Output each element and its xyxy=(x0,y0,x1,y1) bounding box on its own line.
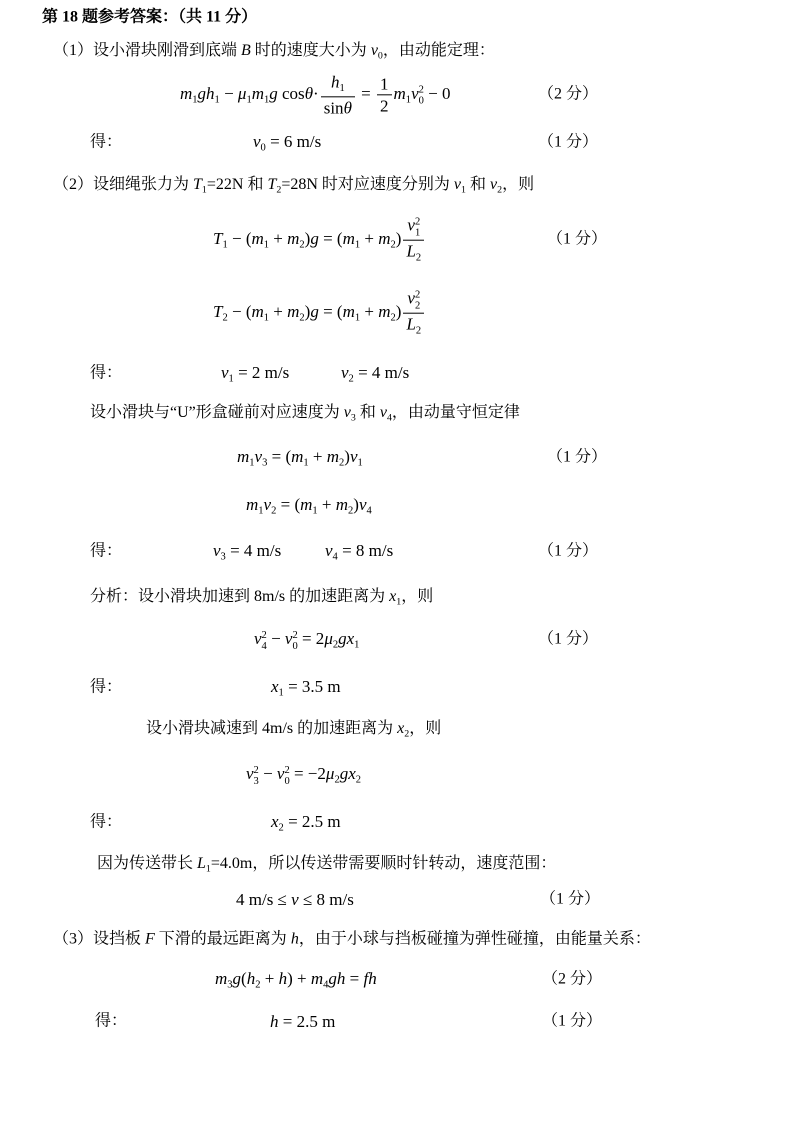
math-variable: m xyxy=(342,228,355,248)
math-variable: v xyxy=(263,494,272,514)
math-text: − xyxy=(266,628,285,648)
fraction-denominator xyxy=(403,313,424,337)
part2-result-v2 xyxy=(341,362,409,386)
subscript: 2 xyxy=(404,728,410,740)
subscript: 1 xyxy=(354,312,361,324)
sup-sub-stack xyxy=(415,216,420,238)
subscript: 1 xyxy=(228,373,234,385)
math-text: + xyxy=(308,446,327,466)
subscript: 1 xyxy=(414,227,421,239)
part1-result-label: 得： xyxy=(90,133,123,151)
math-text: − ( xyxy=(227,228,252,248)
math-variable: m xyxy=(378,301,391,321)
math-text: ) xyxy=(304,301,311,321)
math-text: ，由于小球与挡板碰撞为弹性碰撞，由能量关系： xyxy=(298,930,651,948)
math-variable: v xyxy=(379,403,387,421)
subscript: 2 xyxy=(390,312,396,324)
subscript: 0 xyxy=(260,142,266,154)
part2-momentum-equation-2 xyxy=(246,494,372,518)
subscript: 1 xyxy=(263,239,270,251)
math-text: = ( xyxy=(318,301,343,321)
subscript: 3 xyxy=(253,775,259,787)
math-variable: m xyxy=(215,968,228,988)
fraction-denominator xyxy=(321,97,355,118)
math-variable: v xyxy=(349,446,358,466)
subscript: 1 xyxy=(214,94,220,106)
subscript: 1 xyxy=(357,457,363,469)
math-variable: m xyxy=(326,446,340,466)
math-text: 下滑的最远距离为 xyxy=(154,930,291,948)
part2-result-x2 xyxy=(271,811,341,835)
math-variable: g xyxy=(310,301,319,321)
part2-acceleration-equation xyxy=(254,628,359,652)
part2-acceleration-result-label: 得： xyxy=(90,678,123,696)
math-variable: m xyxy=(335,494,349,514)
part2-momentum-equation-1 xyxy=(237,446,363,470)
subscript: 1 xyxy=(249,457,255,469)
math-text: = 3.5 m xyxy=(283,676,341,696)
math-variable: m xyxy=(251,83,264,103)
part2-deceleration-intro xyxy=(146,719,441,741)
part2-tension-equation-t2 xyxy=(213,289,426,338)
fraction xyxy=(377,74,392,116)
superscript: 2 xyxy=(414,216,421,228)
fraction-numerator xyxy=(403,289,424,314)
math-variable: v xyxy=(407,215,415,235)
math-variable: v xyxy=(254,628,262,648)
subscript: 1 xyxy=(201,184,207,196)
math-text: cos xyxy=(277,83,305,103)
math-text: · xyxy=(313,83,319,103)
math-variable: gx xyxy=(338,628,355,648)
superscript: 2 xyxy=(414,289,421,301)
math-variable: x xyxy=(397,719,405,737)
subscript: 2 xyxy=(390,239,396,251)
subscript: 1 xyxy=(264,94,270,106)
math-variable: v xyxy=(213,540,221,560)
math-variable: T xyxy=(267,175,277,193)
math-text: + xyxy=(317,494,336,514)
math-variable: v xyxy=(341,362,349,382)
math-text: ) xyxy=(344,446,350,466)
subscript: 1 xyxy=(192,94,198,106)
subscript: 3 xyxy=(350,412,356,424)
math-variable: B xyxy=(241,41,251,59)
part2-result-v4 xyxy=(325,540,393,564)
math-variable: L xyxy=(197,854,206,872)
math-variable: v xyxy=(253,131,261,151)
math-text: ，则 xyxy=(502,175,535,193)
part2-acceleration-equation-score: （1 分） xyxy=(538,630,599,648)
math-text: = 2.5 m xyxy=(283,811,341,831)
math-text: = 6 m/s xyxy=(265,131,322,151)
part2-momentum-equation-score: （1 分） xyxy=(547,448,608,466)
superscript: 2 xyxy=(292,629,298,641)
fraction xyxy=(403,216,424,265)
math-variable: h xyxy=(330,72,340,92)
math-variable: m xyxy=(251,301,264,321)
math-variable: μ xyxy=(325,763,335,783)
math-variable: m xyxy=(378,228,391,248)
math-variable: m xyxy=(393,83,406,103)
math-text: = 2.5 m xyxy=(278,1011,336,1031)
subscript: 1 xyxy=(354,239,361,251)
part2-result-v1 xyxy=(221,362,289,386)
subscript: 2 xyxy=(278,822,284,834)
part1-result-score: （1 分） xyxy=(538,133,599,151)
math-text: = 2 xyxy=(297,628,325,648)
math-text: =4.0m，所以传送带需要顺时针转动，速度范围： xyxy=(210,854,557,872)
subscript: 1 xyxy=(278,687,284,699)
math-variable: gh xyxy=(197,83,215,103)
part2-speed-result-label: 得： xyxy=(90,364,123,382)
part2-collision-result-label: 得： xyxy=(90,542,123,560)
math-variable: m xyxy=(287,228,300,248)
math-text: （1）设小滑块刚滑到底端 xyxy=(53,41,242,59)
math-text: ，由动能定理： xyxy=(382,41,495,59)
math-text: =22N 和 xyxy=(206,175,268,193)
math-text: 设小滑块与“U”形盒碰前对应速度为 xyxy=(90,403,344,421)
math-text: = ( xyxy=(276,494,301,514)
superscript: 2 xyxy=(253,764,259,776)
subscript: 4 xyxy=(323,979,329,991)
superscript: 2 xyxy=(261,629,267,641)
math-text: + xyxy=(260,968,279,988)
page-title: 第 18 题参考答案：（共 11 分） xyxy=(42,8,258,26)
math-variable: m xyxy=(310,968,324,988)
math-text: 因为传送带长 xyxy=(97,854,198,872)
math-text: ) xyxy=(304,228,311,248)
math-text: − ( xyxy=(227,301,252,321)
math-text: ，则 xyxy=(409,719,442,737)
math-text: ) xyxy=(395,228,402,248)
subscript: 1 xyxy=(354,639,360,651)
math-variable: F xyxy=(145,930,155,948)
math-text: − xyxy=(219,83,238,103)
math-variable: v xyxy=(490,175,498,193)
math-text: 2 xyxy=(380,96,389,116)
subscript: 2 xyxy=(299,312,305,324)
subscript: 2 xyxy=(348,373,354,385)
math-variable: v xyxy=(246,763,254,783)
math-variable: T xyxy=(213,301,223,321)
math-text: （3）设挡板 xyxy=(53,930,146,948)
math-variable: v xyxy=(254,446,263,466)
subscript: 1 xyxy=(303,457,309,469)
subscript: 2 xyxy=(334,774,340,786)
math-variable: v xyxy=(453,175,462,193)
part2-analysis-intro xyxy=(90,587,433,609)
math-variable: g xyxy=(232,968,242,988)
math-text: = xyxy=(356,83,376,103)
math-text: ) xyxy=(395,301,402,321)
subscript: 2 xyxy=(255,979,261,991)
part3-result-label: 得： xyxy=(95,1012,128,1030)
math-text: ) + xyxy=(287,968,311,988)
part3-energy-equation xyxy=(215,968,377,992)
math-variable: v xyxy=(325,540,333,560)
math-variable: v xyxy=(291,889,299,909)
math-text: ( xyxy=(241,968,247,988)
subscript: 1 xyxy=(312,505,318,517)
fraction xyxy=(403,289,424,338)
subscript: 4 xyxy=(366,505,372,517)
math-variable: L xyxy=(406,241,416,261)
subscript: 3 xyxy=(227,979,233,991)
math-text: ，由动量守恒定律 xyxy=(391,403,520,421)
fraction-denominator xyxy=(403,240,424,264)
math-text: 和 xyxy=(355,403,380,421)
part3-intro xyxy=(53,930,651,951)
math-variable: v xyxy=(358,494,367,514)
math-text: ) xyxy=(353,494,359,514)
math-variable: m xyxy=(180,83,193,103)
subscript: 2 xyxy=(415,325,422,337)
part2-intro xyxy=(53,175,534,197)
math-variable: v xyxy=(276,763,285,783)
math-variable: v xyxy=(221,362,229,382)
superscript: 2 xyxy=(418,84,424,96)
subscript: 1 xyxy=(205,863,211,875)
part2-collision-intro xyxy=(90,403,520,425)
math-text: = 2 m/s xyxy=(233,362,290,382)
math-variable: m xyxy=(342,301,355,321)
math-text: = xyxy=(345,968,364,988)
subscript: 1 xyxy=(222,239,228,251)
part2-deceleration-equation xyxy=(246,763,361,787)
sup-sub-stack xyxy=(415,289,420,311)
subscript: 1 xyxy=(263,312,270,324)
subscript: 4 xyxy=(332,551,338,563)
subscript: 1 xyxy=(339,83,345,95)
fraction-numerator xyxy=(321,72,355,97)
part2-speed-range xyxy=(236,889,354,911)
subscript: 0 xyxy=(418,95,424,107)
subscript: 2 xyxy=(271,505,277,517)
math-text: = ( xyxy=(318,228,343,248)
subscript: 4 xyxy=(386,412,392,424)
math-text: 和 xyxy=(465,175,490,193)
math-variable: g xyxy=(310,228,319,248)
math-variable: m xyxy=(246,494,259,514)
math-variable: T xyxy=(193,175,202,193)
math-text: + xyxy=(360,301,379,321)
math-text: + xyxy=(269,301,288,321)
math-variable: h xyxy=(270,1011,279,1031)
fraction-denominator xyxy=(377,96,392,117)
part2-result-x1 xyxy=(271,676,341,700)
math-variable: gx xyxy=(339,763,356,783)
part3-result-score: （1 分） xyxy=(542,1012,603,1030)
math-text: ，则 xyxy=(401,587,434,605)
math-variable: h xyxy=(290,930,299,948)
math-variable: h xyxy=(278,968,288,988)
math-variable: h xyxy=(246,968,256,988)
math-variable: μ xyxy=(237,83,247,103)
math-variable: v xyxy=(411,83,419,103)
math-text: + xyxy=(269,228,288,248)
subscript: 2 xyxy=(299,239,305,251)
math-text: − xyxy=(258,763,277,783)
math-text: ≤ 8 m/s xyxy=(298,889,354,909)
part2-belt-intro xyxy=(97,854,556,876)
math-text: = 8 m/s xyxy=(337,540,394,560)
math-text: = 4 m/s xyxy=(225,540,282,560)
subscript: 2 xyxy=(276,184,282,196)
subscript: 1 xyxy=(258,505,264,517)
subscript: 2 xyxy=(222,312,228,324)
part1-result-v0 xyxy=(253,131,321,155)
math-variable: θ xyxy=(304,83,314,103)
part2-deceleration-result-label: 得： xyxy=(90,813,123,831)
fraction-numerator xyxy=(403,216,424,241)
superscript: 2 xyxy=(284,764,290,776)
math-variable: m xyxy=(291,446,304,466)
subscript: 1 xyxy=(405,94,412,106)
subscript: 1 xyxy=(461,184,466,196)
math-text: 时的速度大小为 xyxy=(250,41,371,59)
part1-energy-theorem-equation xyxy=(180,72,450,117)
subscript: 2 xyxy=(414,300,421,312)
fraction-numerator xyxy=(377,74,392,96)
subscript: 4 xyxy=(261,640,267,652)
math-variable: θ xyxy=(343,98,352,118)
part2-tension-equation-t1 xyxy=(213,216,426,265)
math-text: = 4 m/s xyxy=(353,362,410,382)
math-variable: fh xyxy=(363,968,377,988)
subscript: 3 xyxy=(220,551,226,563)
math-text: − 0 xyxy=(423,83,451,103)
math-text: 1 xyxy=(380,73,389,93)
part2-result-v3 xyxy=(213,540,281,564)
math-text: = ( xyxy=(267,446,292,466)
subscript: 0 xyxy=(292,640,298,652)
math-text: =28N 时对应速度分别为 xyxy=(281,175,454,193)
part2-collision-result-score: （1 分） xyxy=(538,542,599,560)
math-variable: m xyxy=(251,228,264,248)
math-text: + xyxy=(360,228,379,248)
fraction xyxy=(321,72,355,117)
subscript: 0 xyxy=(377,50,383,62)
part3-result-h xyxy=(270,1011,335,1033)
math-variable: μ xyxy=(324,628,333,648)
math-variable: v xyxy=(343,403,351,421)
math-variable: m xyxy=(237,446,250,466)
math-variable: gh xyxy=(328,968,346,988)
subscript: 2 xyxy=(355,774,362,786)
subscript: 2 xyxy=(332,639,339,651)
math-text: 4 m/s ≤ xyxy=(236,889,292,909)
subscript: 0 xyxy=(284,775,290,787)
math-variable: v xyxy=(370,41,378,59)
math-variable: g xyxy=(269,83,278,103)
subscript: 2 xyxy=(497,184,503,196)
math-variable: v xyxy=(407,288,415,308)
subscript: 2 xyxy=(339,457,345,469)
part1-equation-score: （2 分） xyxy=(538,85,599,103)
math-text: （2）设细绳张力为 xyxy=(53,175,194,193)
math-text: = −2 xyxy=(289,763,326,783)
math-text: sin xyxy=(323,98,344,118)
part2-tension-equation-score: （1 分） xyxy=(547,230,608,248)
subscript: 1 xyxy=(396,596,402,608)
subscript: 2 xyxy=(415,252,422,264)
math-text: 分析：设小滑块加速到 8m/s 的加速距离为 xyxy=(90,587,390,605)
math-variable: v xyxy=(284,628,293,648)
subscript: 2 xyxy=(348,505,354,517)
math-text: 设小滑块减速到 4m/s 的加速距离为 xyxy=(146,719,398,737)
part3-energy-equation-score: （2 分） xyxy=(542,970,603,988)
math-variable: x xyxy=(271,811,279,831)
part2-speed-range-score: （1 分） xyxy=(540,890,601,908)
math-variable: L xyxy=(406,314,416,334)
part1-intro xyxy=(53,41,495,63)
math-variable: x xyxy=(389,587,397,605)
math-variable: m xyxy=(287,301,300,321)
subscript: 1 xyxy=(246,94,252,106)
math-variable: m xyxy=(300,494,313,514)
math-variable: T xyxy=(213,228,223,248)
subscript: 3 xyxy=(262,457,268,469)
math-variable: x xyxy=(271,676,279,696)
